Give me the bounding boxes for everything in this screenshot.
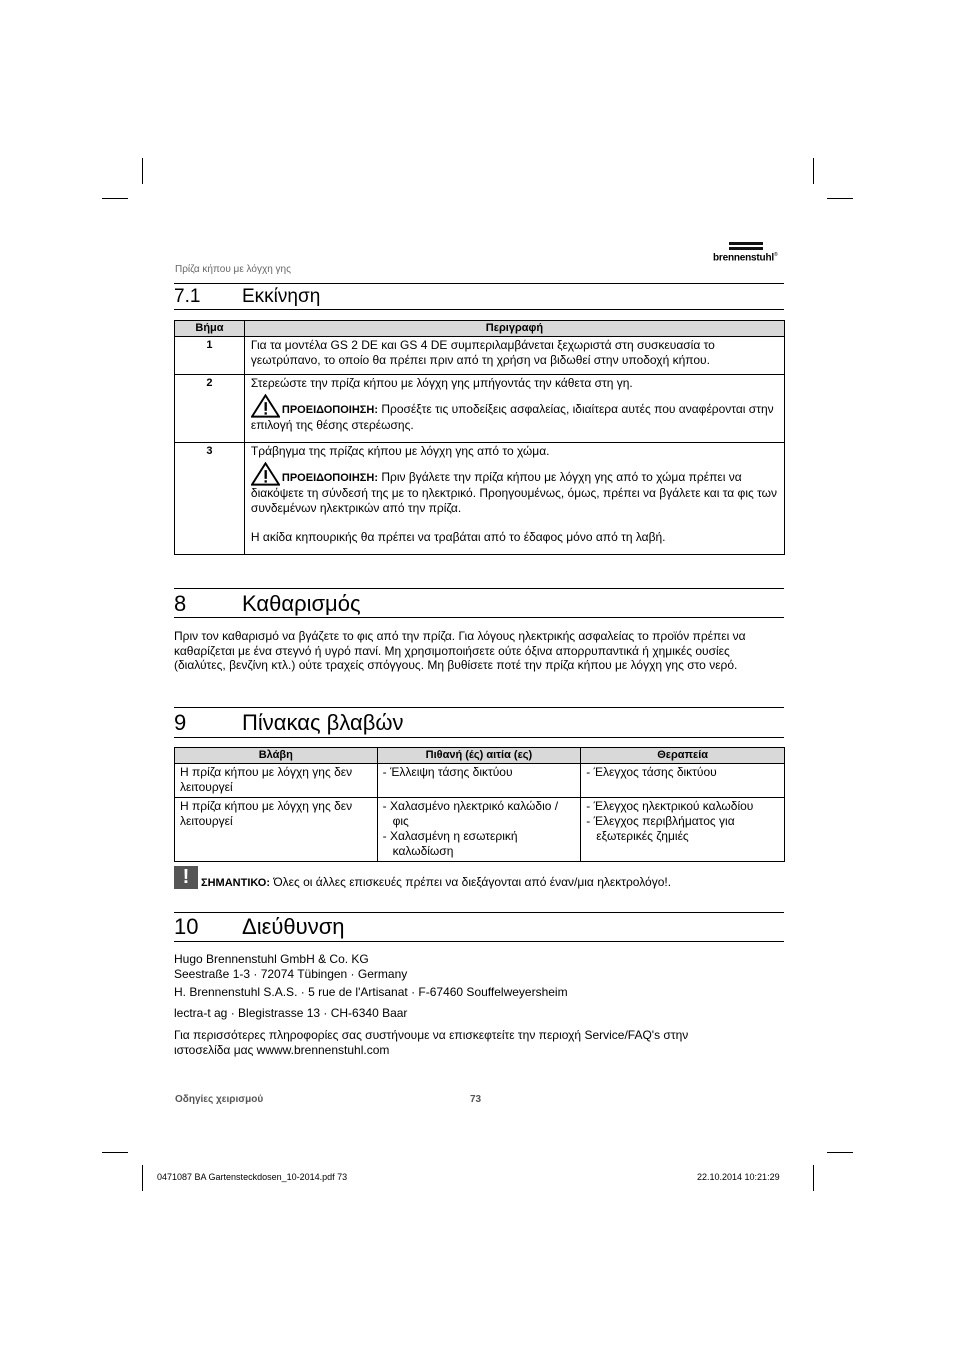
warning-triangle-icon xyxy=(251,394,280,418)
address-company: Hugo Brennenstuhl GmbH & Co. KG xyxy=(174,952,369,966)
step-number: 1 xyxy=(175,337,245,375)
header-rule xyxy=(174,283,784,284)
table-row xyxy=(175,443,785,555)
table-row xyxy=(175,764,785,798)
crop-mark xyxy=(142,158,143,184)
crop-mark xyxy=(102,1152,128,1153)
info-line: Για περισσότερες πληροφορίες σας συστήνουμε να επισκεφτείτε την περιοχή Service/FAQ's στην xyxy=(174,1028,689,1042)
remedy-item: - Έλεγχος περιβλήματος για εξωτερικές ζημιές xyxy=(586,814,735,843)
warning-label: ΠΡΟΕΙΔΟΠΟΙΗΣΗ: xyxy=(281,472,379,484)
crop-mark xyxy=(102,198,128,199)
section-heading-7-1 xyxy=(174,286,784,310)
section-rule xyxy=(174,737,784,738)
step-description xyxy=(244,375,784,443)
fault-table xyxy=(174,747,785,862)
print-slug-file: 0471087 BA Gartensteckdosen_10-2014.pdf 73 xyxy=(157,1172,348,1182)
cause-item: - Χαλασμένο ηλεκτρικό καλώδιο / φις xyxy=(382,799,559,828)
section-number: 8 xyxy=(174,591,187,616)
warning-text: Προσέξτε τις υποδείξεις ασφαλείας, ιδιαίτερα αυτές που αναφέρονται στην επιλογή της θέσης στερέωσης. xyxy=(250,402,774,432)
step-note: Η ακίδα κηπουρικής θα πρέπει να τραβάται από το έδαφος μόνο από τη λαβή. xyxy=(250,530,666,544)
print-slug-date: 22.10.2014 10:21:29 xyxy=(697,1172,780,1182)
column-header-remedy: Θεραπεία xyxy=(581,748,785,764)
logo-text: brennenstuhl xyxy=(713,252,774,264)
warning-text: Πριν βγάλετε την πρίζα κήπου με λόγχη γης από το χώμα πρέπει να διακόψετε τη σύνδεσή της με το ηλεκτρικό. Προηγουμένως, όμως, πρέπει να βγάλετε και τα φις των συνδεμένων ηλεκτρικών από την πρίζα. xyxy=(250,470,778,515)
section-heading-10 xyxy=(174,914,784,942)
address-block xyxy=(174,952,407,981)
step-description xyxy=(244,337,784,375)
remedy-item: - Έλεγχος ηλεκτρικού καλωδίου xyxy=(586,799,754,813)
step-number: 2 xyxy=(175,375,245,443)
logo-trademark: ® xyxy=(773,252,778,258)
remedy-cell xyxy=(581,798,785,862)
section-title: Πίνακας βλαβών xyxy=(242,710,404,735)
crop-mark xyxy=(142,1165,143,1191)
address-switzerland: lectra-t ag · Blegistrasse 13 · CH-6340 Baar xyxy=(174,1006,408,1020)
section-number: 10 xyxy=(174,914,199,939)
section-rule-top xyxy=(174,707,784,708)
page-number: 73 xyxy=(470,1094,482,1105)
warning-paragraph xyxy=(251,394,778,433)
info-line: ιστοσελίδα μας wwww.brennenstuhl.com xyxy=(174,1042,390,1057)
info-paragraph xyxy=(174,1028,688,1057)
footer-title: Οδηγίες χειρισμού xyxy=(175,1094,264,1105)
important-note xyxy=(174,866,671,889)
address-street: Seestraße 1-3 · 72074 Tübingen · Germany xyxy=(174,966,408,981)
logo-bar xyxy=(729,242,763,245)
logo-bar xyxy=(729,247,763,250)
column-header-description: Περιγραφή xyxy=(244,321,784,337)
crop-mark xyxy=(813,158,814,184)
table-row xyxy=(175,375,785,443)
section-rule xyxy=(174,309,784,310)
crop-mark xyxy=(827,198,853,199)
crop-mark xyxy=(827,1152,853,1153)
important-text: Όλες οι άλλες επισκευές πρέπει να διεξάγονται από έναν/μια ηλεκτρολόγο!. xyxy=(270,875,672,889)
cause-cell xyxy=(377,764,581,798)
step-description xyxy=(244,443,784,555)
cause-cell xyxy=(377,798,581,862)
section-title: Εκκίνηση xyxy=(242,286,321,307)
table-row xyxy=(175,337,785,375)
address-france: H. Brennenstuhl S.A.S. · 5 rue de l'Artisanat · F-67460 Souffelweyersheim xyxy=(174,985,568,999)
exclamation-icon: ! xyxy=(174,866,198,889)
fault-cell: Η πρίζα κήπου με λόγχη γης δεν λειτουργεί xyxy=(175,798,378,862)
step-text: Για τα μοντέλα GS 2 DE και GS 4 DE συμπεριλαμβάνεται ξεχωριστά στη συσκευασία το γεωτρύπανο, το οποίο θα πρέπει πριν από τη χρήση να βιδωθεί στην υποδοχή κήπου. xyxy=(250,338,715,367)
section-rule-top xyxy=(174,912,784,913)
step-text: Στερεώστε την πρίζα κήπου με λόγχη γης μπήγοντάς την κάθετα στη γη. xyxy=(250,376,633,390)
section-rule-top xyxy=(174,588,784,589)
section-heading-9 xyxy=(174,710,784,738)
important-label: ΣΗΜΑΝΤΙΚΟ: xyxy=(201,877,271,889)
fault-cell: Η πρίζα κήπου με λόγχη γης δεν λειτουργεί xyxy=(175,764,378,798)
warning-triangle-icon xyxy=(251,462,280,486)
cause-item: - Χαλασμένη η εσωτερική καλωδίωση xyxy=(382,829,518,858)
table-header-row xyxy=(175,321,785,337)
section-title: Διεύθυνση xyxy=(242,914,345,939)
table-header-row xyxy=(175,748,785,764)
step-number: 3 xyxy=(175,443,245,555)
warning-label: ΠΡΟΕΙΔΟΠΟΙΗΣΗ: xyxy=(281,404,379,416)
step-text: Τράβηγμα της πρίζας κήπου με λόγχη γης από το χώμα. xyxy=(250,444,550,458)
cleaning-paragraph: Πριν τον καθαρισμό να βγάζετε το φις από την πρίζα. Για λόγους ηλεκτρικής ασφαλείας το προϊόν πρέπει να καθαρίζεται με ένα στεγνό ή υγρό πανί. Μη χρησιμοποιήσετε ούτε όξινα απορρυπαντικά ή χημικές ουσίες (διαλύτες, βενζίνη κτλ.) ούτε τραχείς σπόγγους. Μη βυθίσετε ποτέ την πρίζα κήπου με λόγχη γης στο νερό. xyxy=(174,629,746,672)
section-rule xyxy=(174,941,784,942)
section-rule xyxy=(174,617,784,618)
crop-mark xyxy=(813,1165,814,1191)
brand-logo xyxy=(713,242,783,263)
column-header-cause: Πιθανή (ές) αιτία (ες) xyxy=(377,748,581,764)
remedy-item: - Έλεγχος τάσης δικτύου xyxy=(586,765,717,779)
section-heading-8 xyxy=(174,591,784,619)
section-number: 9 xyxy=(174,710,187,735)
startup-steps-table xyxy=(174,320,785,555)
table-row xyxy=(175,798,785,862)
column-header-fault: Βλάβη xyxy=(175,748,378,764)
column-header-step: Βήμα xyxy=(175,321,245,337)
remedy-cell xyxy=(581,764,785,798)
section-number: 7.1 xyxy=(174,286,201,307)
running-head: Πρίζα κήπου με λόγχη γης xyxy=(175,264,291,275)
warning-paragraph xyxy=(251,462,778,516)
section-title: Καθαρισμός xyxy=(242,591,361,616)
cause-item: - Έλλειψη τάσης δικτύου xyxy=(382,765,513,779)
